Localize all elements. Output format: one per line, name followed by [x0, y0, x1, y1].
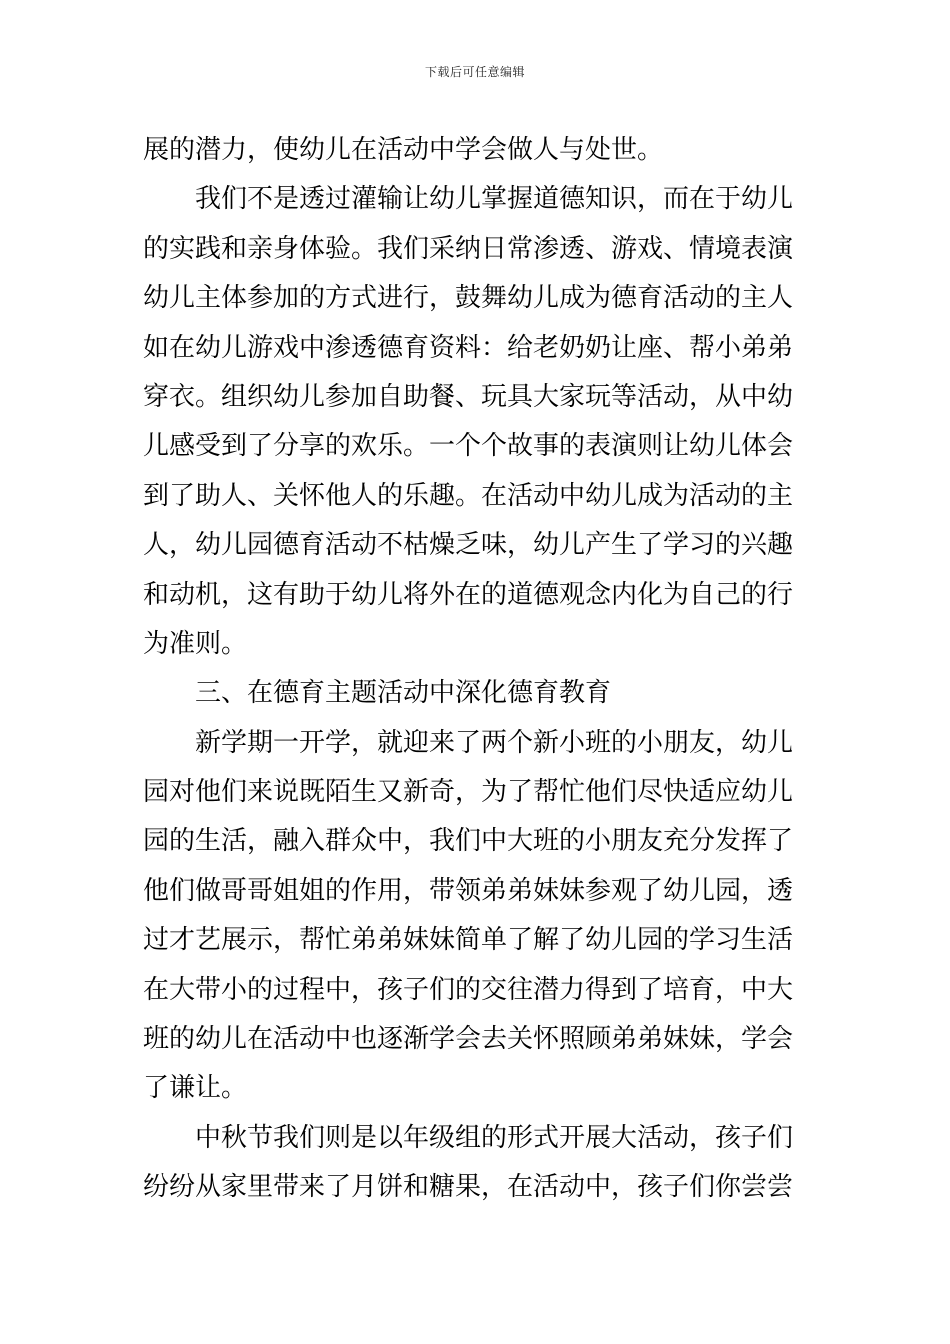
text-line: 纷纷从家里带来了月饼和糖果，在活动中，孩子们你尝尝 — [143, 1172, 794, 1203]
text-line: 如在幼儿游戏中渗透德育资料：给老奶奶让座、帮小弟弟 — [143, 332, 794, 363]
text-line: 幼儿主体参加的方式进行，鼓舞幼儿成为德育活动的主人 — [143, 283, 794, 314]
text-line: 新学期一开学，就迎来了两个新小班的小朋友，幼儿 — [195, 727, 794, 758]
text-line: 班的幼儿在活动中也逐渐学会去关怀照顾弟弟妹妹，学会 — [143, 1024, 794, 1055]
text-line: 儿感受到了分享的欢乐。一个个故事的表演则让幼儿体会 — [143, 431, 794, 462]
text-line: 为准则。 — [143, 628, 248, 659]
text-line: 在大带小的过程中，孩子们的交往潜力得到了培育，中大 — [143, 974, 794, 1005]
section-heading: 三、在德育主题活动中深化德育教育 — [195, 678, 612, 709]
text-line: 过才艺展示，帮忙弟弟妹妹简单了解了幼儿园的学习生活 — [143, 925, 794, 956]
text-line: 中秋节我们则是以年级组的形式开展大活动，孩子们 — [195, 1122, 794, 1153]
text-line: 穿衣。组织幼儿参加自助餐、玩具大家玩等活动，从中幼 — [143, 381, 794, 412]
text-line: 了谦让。 — [143, 1073, 248, 1104]
text-line: 和动机，这有助于幼儿将外在的道德观念内化为自己的行 — [143, 579, 794, 610]
text-line: 他们做哥哥姐姐的作用，带领弟弟妹妹参观了幼儿园，透 — [143, 875, 794, 906]
text-line: 展的潜力，使幼儿在活动中学会做人与处世。 — [143, 135, 664, 165]
text-line: 园对他们来说既陌生又新奇，为了帮忙他们尽快适应幼儿 — [143, 777, 794, 808]
document-body — [143, 126, 809, 1213]
text-line: 园的生活，融入群众中，我们中大班的小朋友充分发挥了 — [143, 826, 794, 857]
page-header: 下载后可任意编辑 — [424, 65, 525, 79]
text-line: 到了助人、关怀他人的乐趣。在活动中幼儿成为活动的主 — [143, 480, 794, 511]
text-line: 的实践和亲身体验。我们采纳日常渗透、游戏、情境表演 — [143, 233, 794, 264]
text-line: 我们不是透过灌输让幼儿掌握道德知识，而在于幼儿 — [195, 184, 794, 215]
text-line: 人，幼儿园德育活动不枯燥乏味，幼儿产生了学习的兴趣 — [143, 530, 794, 561]
